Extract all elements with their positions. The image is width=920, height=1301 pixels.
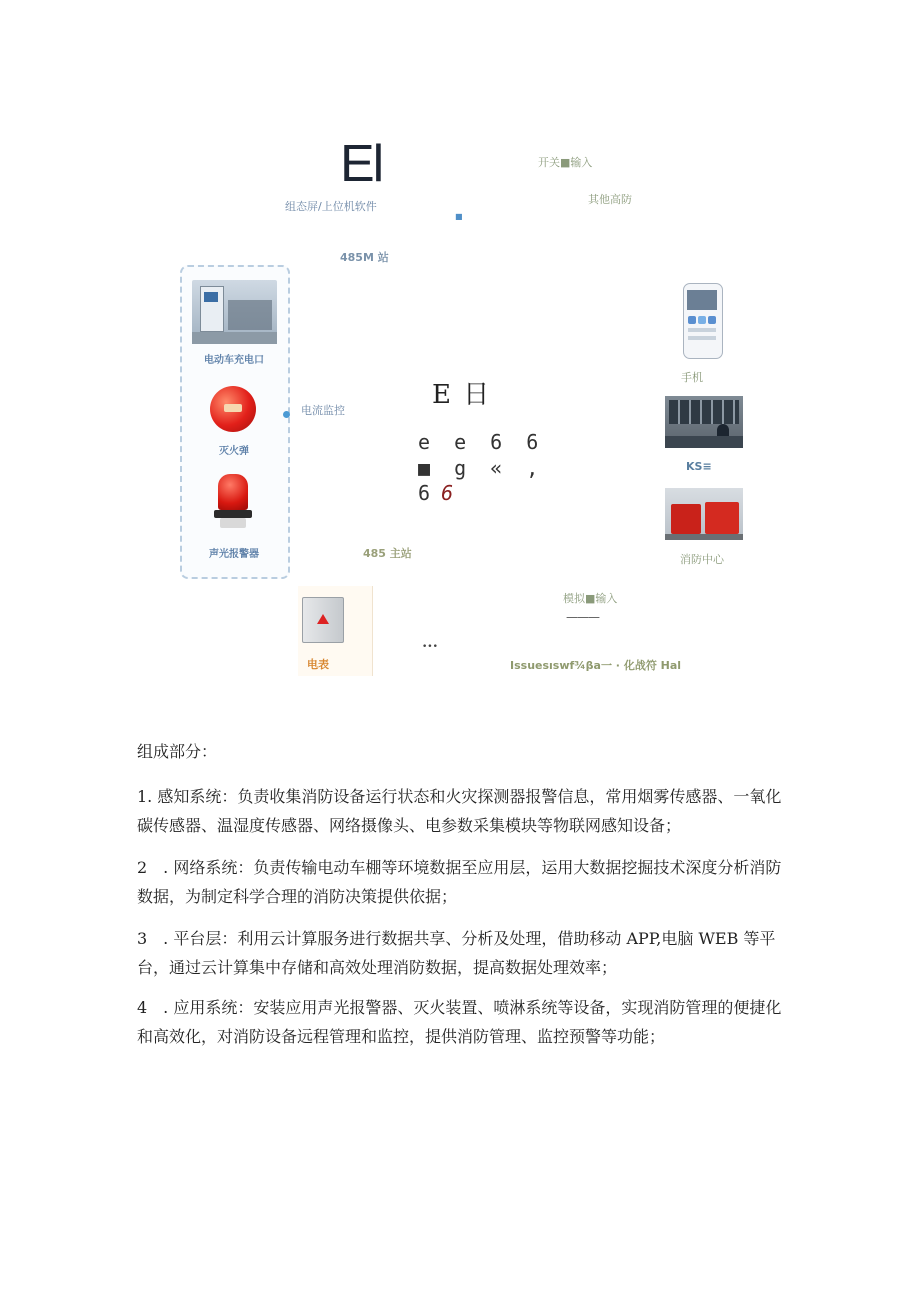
analog-input-label: 模拟■输入 [563, 592, 618, 605]
dash-line: ——— [566, 610, 599, 624]
paragraph-platform: 3 . 平台层：利用云计算服务进行数据共享、分析及处理，借助移动 APP,电脑 WEB 等平台，通过云计算集中存储和高效处理消防数据，提高数据处理效率； [137, 929, 776, 977]
paragraph-network: 2 . 网络系统：负责传输电动车棚等环境数据至应用层，运用大数据挖掘技术深度分析消防数据，为制定科学合理的消防决策提供依据； [137, 858, 782, 906]
fire-center-label: 消防中心 [680, 553, 724, 566]
charging-port-image [192, 280, 277, 344]
control-room-image [665, 396, 743, 448]
device-caption-charging: 电动车充电口 [204, 355, 264, 366]
current-monitor-label: 电流监控 [301, 404, 345, 417]
fire-truck-image [665, 488, 743, 540]
diagram-big-label: El [340, 135, 383, 193]
small-marker: ■ [455, 212, 463, 221]
ellipsis-mark: ••• [422, 642, 438, 652]
device-caption-extinguisher: 灭火弹 [219, 446, 249, 457]
fire-extinguisher-ball-icon [210, 386, 256, 432]
electric-meter-icon [302, 597, 344, 643]
bottom-note: Issuesıswf¾βa一 · 化战符 Hal [510, 659, 682, 672]
switch-input-label: 开关■输入 [538, 156, 593, 169]
center-line-2: ■ g « , [418, 456, 545, 480]
station-485-top-label: 485M 站 [340, 251, 389, 264]
connector-dot [283, 411, 290, 418]
section-heading: 组成部分： [137, 742, 218, 761]
center-title: E 日 [432, 380, 492, 410]
sound-light-alarm-icon [214, 474, 252, 532]
meter-label: 电表 [307, 658, 329, 671]
center-line-3a: 6 [418, 481, 437, 505]
station-485-bottom-label: 485 主站 [363, 547, 412, 560]
ks-label: KS≡ [686, 460, 712, 473]
paragraph-application: 4 . 应用系统：安装应用声光报警器、灭火装置、喷淋系统等设备，实现消防管理的便捷化和高效化，对消防设备远程管理和监控，提供消防管理、监控预警等功能； [137, 998, 782, 1046]
paragraph-perception: 1. 感知系统：负责收集消防设备运行状态和火灾探测器报警信息，常用烟雾传感器、一氧化碳传感器、温湿度传感器、网络摄像头、电参数采集模块等物联网感知设备； [137, 787, 782, 835]
smartphone-icon [683, 283, 723, 359]
phone-label: 手机 [681, 371, 703, 384]
center-line-3 [418, 481, 459, 505]
scada-label: 组态屏/上位机软件 [285, 200, 377, 213]
center-line-1: e e 6 6 [418, 430, 545, 454]
center-line-3b: 6 [441, 481, 460, 505]
other-fire-label: 其他高防 [588, 193, 632, 206]
device-caption-alarm: 声光报警器 [209, 549, 259, 560]
